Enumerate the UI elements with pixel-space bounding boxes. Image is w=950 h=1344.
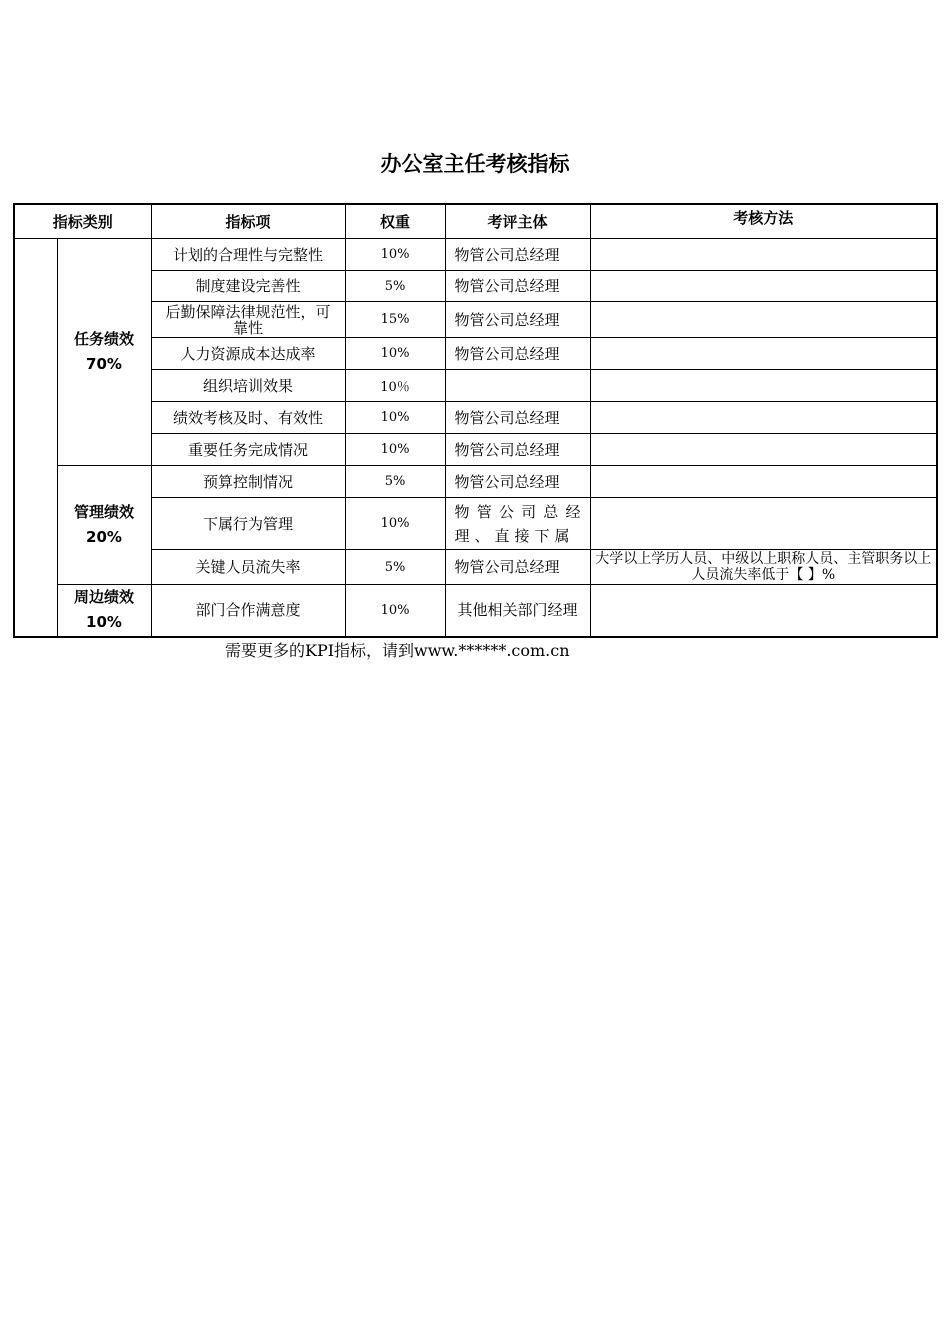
item-cell: 后勤保障法律规范性，可靠性 [151, 302, 345, 338]
subject-cell: 物管公司总经理 [445, 550, 590, 585]
header-row [14, 204, 937, 239]
category-name: 周边绩效 [74, 588, 135, 607]
table-row [14, 585, 937, 637]
subject-cell: 物管公司总经理、直接下属 [445, 498, 590, 550]
method-cell [590, 271, 937, 302]
page-title: 办公室主任考核指标 [380, 152, 570, 176]
weight-cell: 10％ [345, 370, 445, 402]
method-cell [590, 402, 937, 434]
table-row [14, 239, 937, 271]
subject-cell: 其他相关部门经理 [445, 585, 590, 637]
table-row [14, 466, 937, 498]
item-cell: 下属行为管理 [151, 498, 345, 550]
header-weight: 权重 [345, 204, 445, 239]
category-cell-peripheral [57, 585, 151, 637]
table-row [14, 271, 937, 302]
category-name: 管理绩效 [74, 503, 135, 521]
table-row [14, 550, 937, 585]
weight-cell: 10% [345, 239, 445, 271]
category-cell-management [57, 466, 151, 585]
weight-cell: 10% [345, 338, 445, 370]
subject-cell: 物管公司总经理 [445, 338, 590, 370]
weight-cell: 15% [345, 302, 445, 338]
method-cell [590, 239, 937, 271]
weight-cell: 5% [345, 550, 445, 585]
subject-cell: 物管公司总经理 [445, 239, 590, 271]
method-cell [590, 434, 937, 466]
item-cell: 人力资源成本达成率 [151, 338, 345, 370]
method-cell [590, 302, 937, 338]
item-cell: 计划的合理性与完整性 [151, 239, 345, 271]
table-row [14, 498, 937, 550]
weight-cell: 10% [345, 434, 445, 466]
header-method: 考核方法 [590, 204, 937, 239]
subject-cell: 物管公司总经理 [445, 466, 590, 498]
header-subject: 考评主体 [445, 204, 590, 239]
method-cell [590, 370, 937, 402]
subject-cell: 物管公司总经理 [445, 402, 590, 434]
category-percent: 20% [86, 528, 122, 546]
method-cell [590, 466, 937, 498]
header-item: 指标项 [151, 204, 345, 239]
table-row [14, 402, 937, 434]
footer-note: 需要更多的KPI指标，请到www.******.com.cn [225, 641, 570, 660]
weight-cell: 5% [345, 466, 445, 498]
kpi-table [13, 203, 938, 638]
weight-cell: 10% [345, 402, 445, 434]
subject-cell [445, 370, 590, 402]
method-cell [590, 338, 937, 370]
item-cell: 制度建设完善性 [151, 271, 345, 302]
weight-cell: 10% [345, 498, 445, 550]
item-cell: 关键人员流失率 [151, 550, 345, 585]
category-cell-task [57, 239, 151, 466]
weight-cell: 5% [345, 271, 445, 302]
category-name: 任务绩效 [74, 330, 135, 348]
header-category: 指标类别 [14, 204, 151, 239]
blank-column-cell [14, 239, 57, 637]
table-row [14, 434, 937, 466]
method-cell: 大学以上学历人员、中级以上职称人员、主管职务以上人员流失率低于【 】% [590, 550, 937, 585]
weight-cell: 10% [345, 585, 445, 637]
subject-cell: 物管公司总经理 [445, 302, 590, 338]
table-row [14, 370, 937, 402]
item-cell: 重要任务完成情况 [151, 434, 345, 466]
table-row [14, 338, 937, 370]
item-cell: 组织培训效果 [151, 370, 345, 402]
subject-cell: 物管公司总经理 [445, 434, 590, 466]
category-percent: 10% [86, 613, 122, 632]
table-row [14, 302, 937, 338]
method-cell [590, 498, 937, 550]
item-cell: 部门合作满意度 [151, 585, 345, 637]
item-cell: 预算控制情况 [151, 466, 345, 498]
subject-cell: 物管公司总经理 [445, 271, 590, 302]
category-percent: 70% [86, 355, 122, 373]
item-cell: 绩效考核及时、有效性 [151, 402, 345, 434]
method-cell [590, 585, 937, 637]
